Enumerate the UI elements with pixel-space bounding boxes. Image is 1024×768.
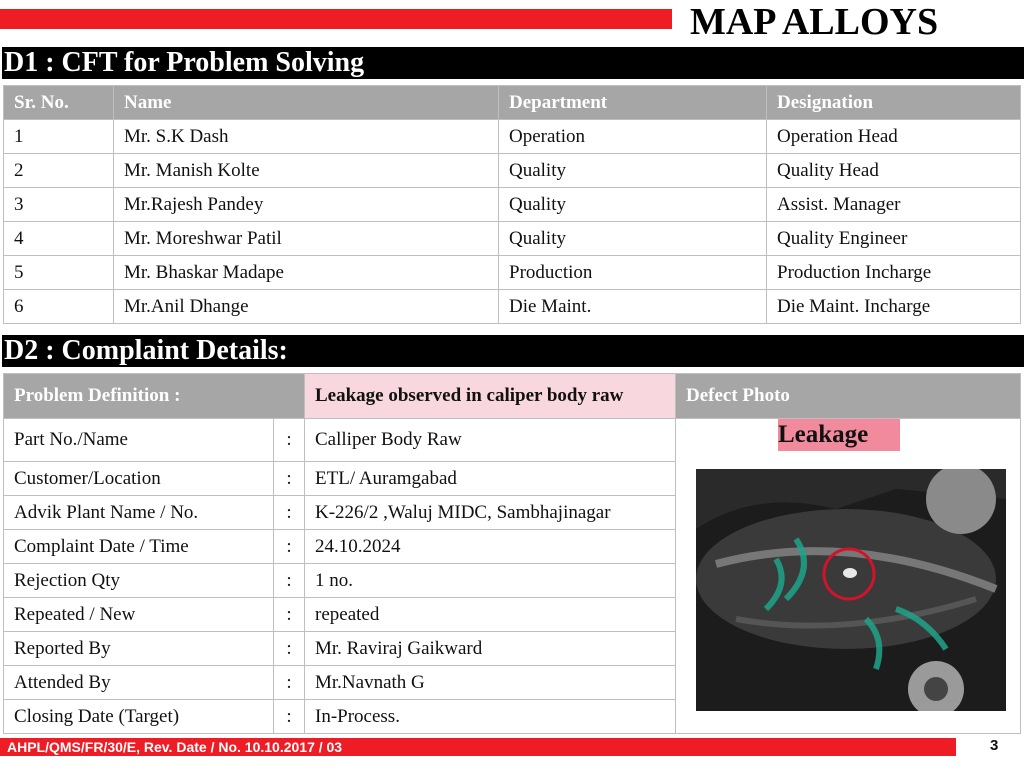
field-value: 1 no. bbox=[305, 564, 676, 598]
field-value: repeated bbox=[305, 598, 676, 632]
cell: Quality Engineer bbox=[767, 222, 1021, 256]
cell: Production Incharge bbox=[767, 256, 1021, 290]
defect-photo-cell bbox=[676, 419, 1021, 734]
colon: : bbox=[274, 632, 305, 666]
d2-section-title: D2 : Complaint Details: bbox=[2, 335, 1024, 367]
footer-doc-ref: AHPL/QMS/FR/30/E, Rev. Date / No. 10.10.2017 / 03 bbox=[0, 738, 956, 756]
cell: Quality bbox=[499, 188, 767, 222]
cell: Operation Head bbox=[767, 120, 1021, 154]
table-row bbox=[4, 120, 1021, 154]
problem-definition-value: Leakage observed in caliper body raw bbox=[305, 374, 676, 419]
field-label: Complaint Date / Time bbox=[4, 530, 274, 564]
field-label: Attended By bbox=[4, 666, 274, 700]
field-value: Mr.Navnath G bbox=[305, 666, 676, 700]
cell: Assist. Manager bbox=[767, 188, 1021, 222]
field-value: In-Process. bbox=[305, 700, 676, 734]
cell: 6 bbox=[4, 290, 114, 324]
colon: : bbox=[274, 496, 305, 530]
field-label: Advik Plant Name / No. bbox=[4, 496, 274, 530]
cell: 3 bbox=[4, 188, 114, 222]
colon: : bbox=[274, 700, 305, 734]
cell: Mr.Anil Dhange bbox=[114, 290, 499, 324]
field-label: Repeated / New bbox=[4, 598, 274, 632]
page-number: 3 bbox=[990, 737, 999, 754]
colon: : bbox=[274, 564, 305, 598]
cell: Die Maint. bbox=[499, 290, 767, 324]
defect-photo bbox=[696, 469, 1006, 711]
cell: Quality Head bbox=[767, 154, 1021, 188]
table-row bbox=[4, 419, 1021, 462]
cell: Operation bbox=[499, 120, 767, 154]
field-label: Part No./Name bbox=[4, 419, 274, 462]
complaint-table bbox=[3, 373, 1021, 734]
cell: 1 bbox=[4, 120, 114, 154]
col-header: Name bbox=[114, 86, 499, 120]
table-header-row bbox=[4, 86, 1021, 120]
cell: Die Maint. Incharge bbox=[767, 290, 1021, 324]
colon: : bbox=[274, 530, 305, 564]
cell: Quality bbox=[499, 154, 767, 188]
table-row bbox=[4, 154, 1021, 188]
cell: Mr. Moreshwar Patil bbox=[114, 222, 499, 256]
cell: Mr. Manish Kolte bbox=[114, 154, 499, 188]
cell: Mr.Rajesh Pandey bbox=[114, 188, 499, 222]
table-row bbox=[4, 188, 1021, 222]
colon: : bbox=[274, 462, 305, 496]
table-row bbox=[4, 222, 1021, 256]
col-header: Designation bbox=[767, 86, 1021, 120]
field-value: 24.10.2024 bbox=[305, 530, 676, 564]
colon: : bbox=[274, 419, 305, 462]
company-brand: MAP ALLOYS bbox=[690, 1, 939, 43]
problem-definition-label: Problem Definition : bbox=[4, 374, 305, 419]
field-label: Rejection Qty bbox=[4, 564, 274, 598]
defect-photo-header: Defect Photo bbox=[676, 374, 1021, 419]
field-label: Reported By bbox=[4, 632, 274, 666]
d1-section-title: D1 : CFT for Problem Solving bbox=[2, 47, 1024, 79]
cell: Production bbox=[499, 256, 767, 290]
colon: : bbox=[274, 598, 305, 632]
cell: 5 bbox=[4, 256, 114, 290]
col-header: Department bbox=[499, 86, 767, 120]
table-row bbox=[4, 290, 1021, 324]
cell: 2 bbox=[4, 154, 114, 188]
field-label: Customer/Location bbox=[4, 462, 274, 496]
cft-table bbox=[3, 85, 1021, 324]
field-value: Calliper Body Raw bbox=[305, 419, 676, 462]
colon: : bbox=[274, 666, 305, 700]
cell: Mr. S.K Dash bbox=[114, 120, 499, 154]
complaint-header-row bbox=[4, 374, 1021, 419]
leakage-label: Leakage bbox=[778, 419, 900, 451]
field-value: K-226/2 ,Waluj MIDC, Sambhajinagar bbox=[305, 496, 676, 530]
cell: Quality bbox=[499, 222, 767, 256]
cell: Mr. Bhaskar Madape bbox=[114, 256, 499, 290]
field-label: Closing Date (Target) bbox=[4, 700, 274, 734]
cell: 4 bbox=[4, 222, 114, 256]
top-red-bar bbox=[0, 9, 672, 29]
col-header: Sr. No. bbox=[4, 86, 114, 120]
table-row bbox=[4, 256, 1021, 290]
field-value: ETL/ Auramgabad bbox=[305, 462, 676, 496]
field-value: Mr. Raviraj Gaikward bbox=[305, 632, 676, 666]
